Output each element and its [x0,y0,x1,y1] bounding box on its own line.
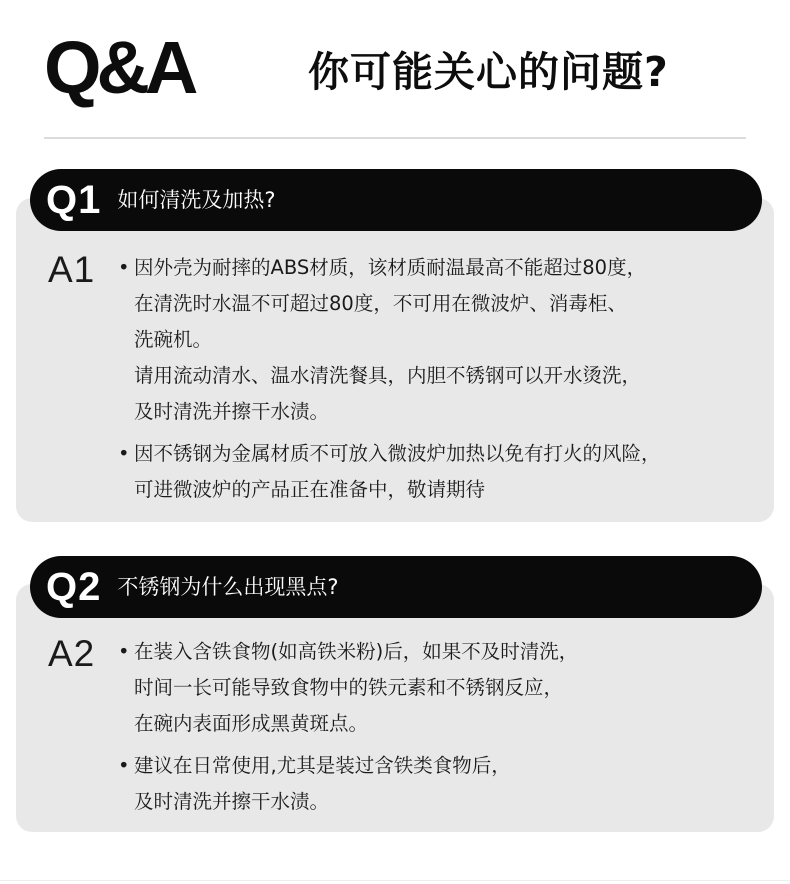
answer-label: A2 [48,633,96,674]
answer-body-2 [118,634,774,826]
question-number: Q1 [46,178,102,222]
answer-line: 可进微波炉的产品正在准备中，敬请期待 [134,478,486,501]
header-divider [44,137,746,139]
bottom-divider [0,880,790,881]
answer-bullet [118,436,774,508]
answer-bullet [118,250,774,430]
answer-line: 在清洗时水温不可超过80度，不可用在微波炉、消毒柜、 [134,292,627,315]
answer-line: 及时清洗并擦干水渍。 [134,790,330,813]
page-title: 你可能关心的问题? [308,48,669,96]
answer-bullet [118,634,774,742]
answer-line: • 因不锈钢为金属材质不可放入微波炉加热以免有打火的风险， [118,436,774,472]
answer-line: 在碗内表面形成黑黄斑点。 [134,712,369,735]
answer-line: • 在装入含铁食物(如高铁米粉)后，如果不及时清洗， [118,634,774,670]
answer-line: 请用流动清水、温水清洗餐具，内胆不锈钢可以开水烫洗， [134,364,642,387]
answer-line: 洗碗机。 [134,328,213,351]
answer-body-1 [118,250,774,514]
answer-line: 及时清洗并擦干水渍。 [134,400,330,423]
question-bar-1 [30,169,762,231]
question-number: Q2 [46,565,102,609]
answer-line: • 建议在日常使用,尤其是装过含铁类食物后， [118,748,774,784]
answer-label: A1 [48,249,96,290]
question-text: 不锈钢为什么出现黑点? [117,575,339,599]
question-bar-2 [30,556,762,618]
answer-bullet [118,748,774,820]
answer-line: 时间一长可能导致食物中的铁元素和不锈钢反应， [134,676,564,699]
answer-line: • 因外壳为耐摔的ABS材质，该材质耐温最高不能超过80度， [118,250,774,286]
qa-logo: Q&A [44,26,194,109]
question-text: 如何清洗及加热? [117,188,276,212]
